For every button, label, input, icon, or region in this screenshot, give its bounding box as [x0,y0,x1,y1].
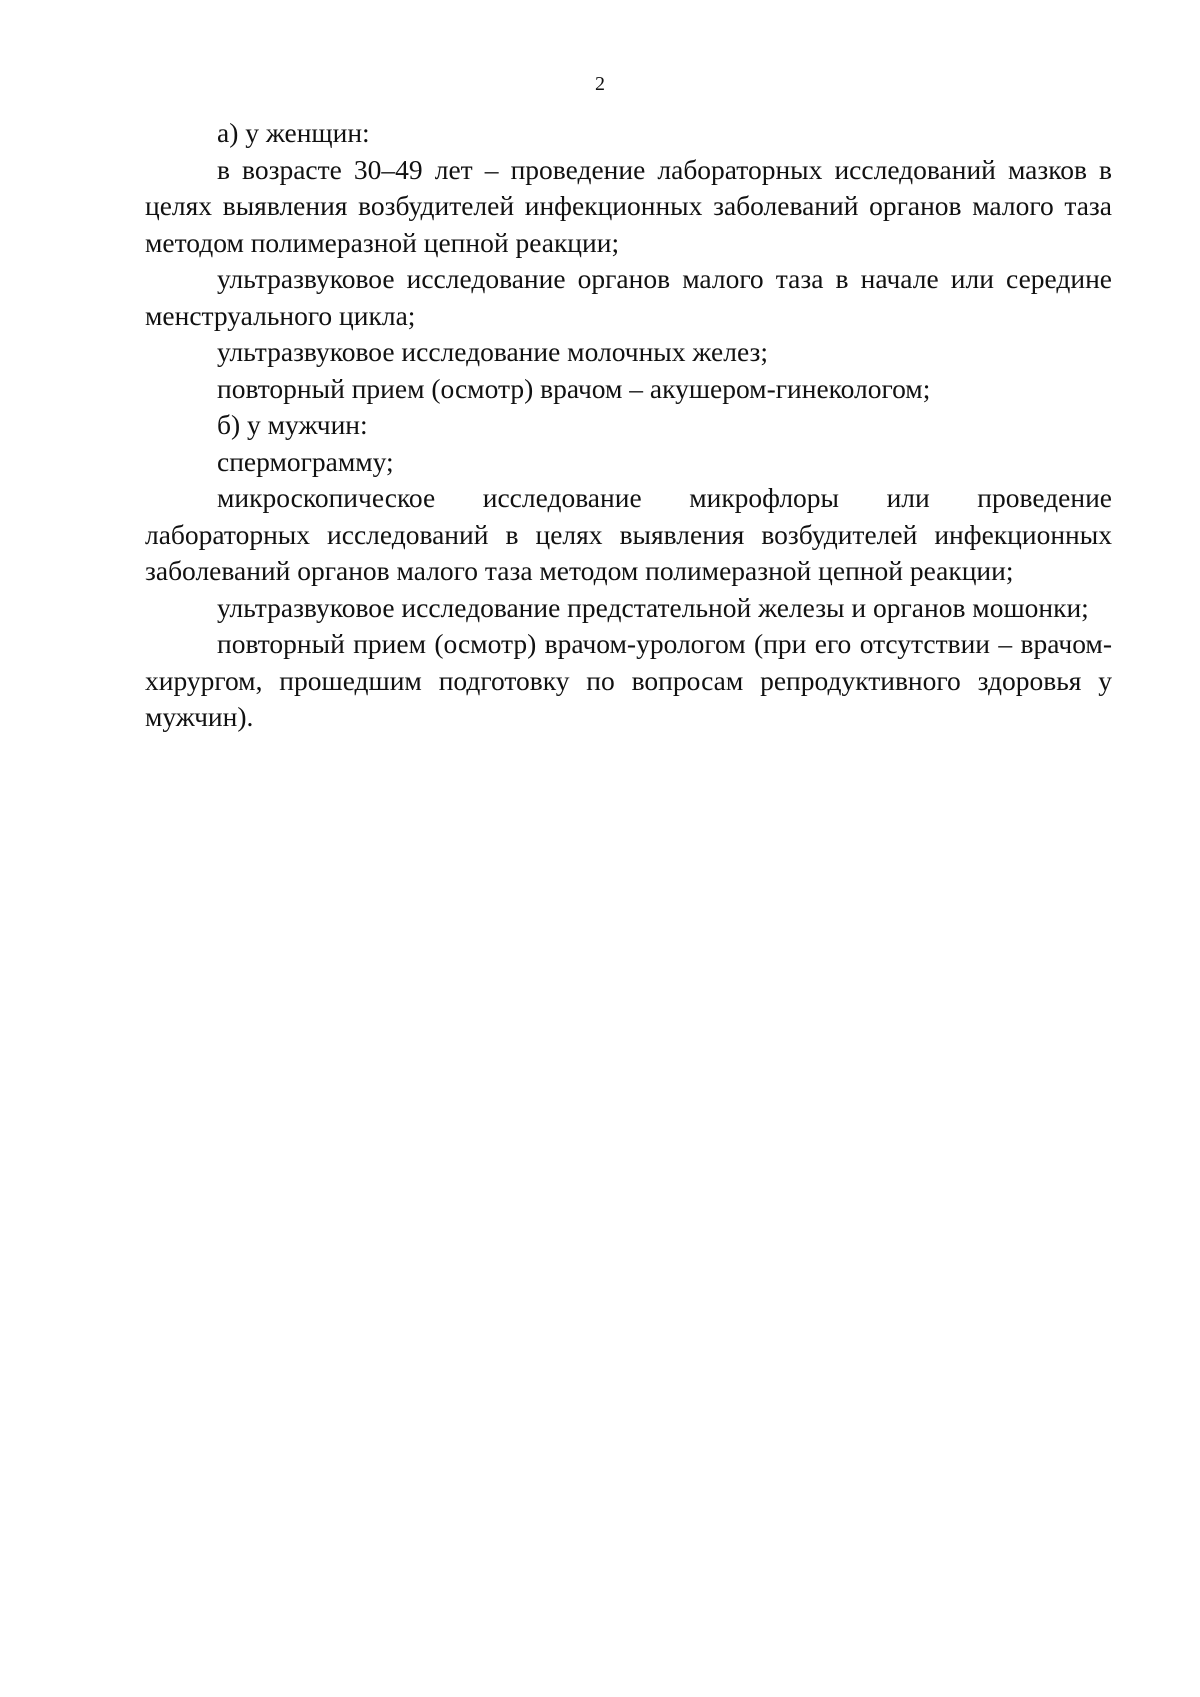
page-number: 2 [595,73,605,95]
paragraph-women-repeat-visit: повторный прием (осмотр) врачом – акушером-гинекологом; [217,372,931,404]
paragraph-women-pelvic-ultrasound: ультразвуковое исследование органов малого таза в начале или середине менструального цикла; [145,263,1112,331]
paragraph-women-heading: а) у женщин: [217,117,370,148]
document-body [145,115,1112,736]
paragraph-men-prostate-ultrasound: ультразвуковое исследование предстательной железы и органов мошонки; [217,591,1089,623]
paragraph-men-spermogram: спермограмму; [217,445,394,477]
paragraph-men-repeat-visit: повторный прием (осмотр) врачом-урологом (при его отсутствии – врачом-хирургом, прошедшим подготовку по вопросам репродуктивного здоровья у мужчин). [145,628,1112,732]
paragraph-women-breast-ultrasound: ультразвуковое исследование молочных желез; [217,336,768,367]
paragraph-men-microflora: микроскопическое исследование микрофлоры или проведение лабораторных исследований в целях выявления возбудителей инфекционных заболеваний органов малого таза методом полимеразной цепной реакции; [145,482,1112,586]
paragraph-men-heading: б) у мужчин: [217,409,368,440]
paragraph-women-pcr-smears: в возрасте 30–49 лет – проведение лабораторных исследований мазков в целях выявления возбудителей инфекционных заболеваний органов малого таза методом полимеразной цепной реакции; [145,153,1112,258]
